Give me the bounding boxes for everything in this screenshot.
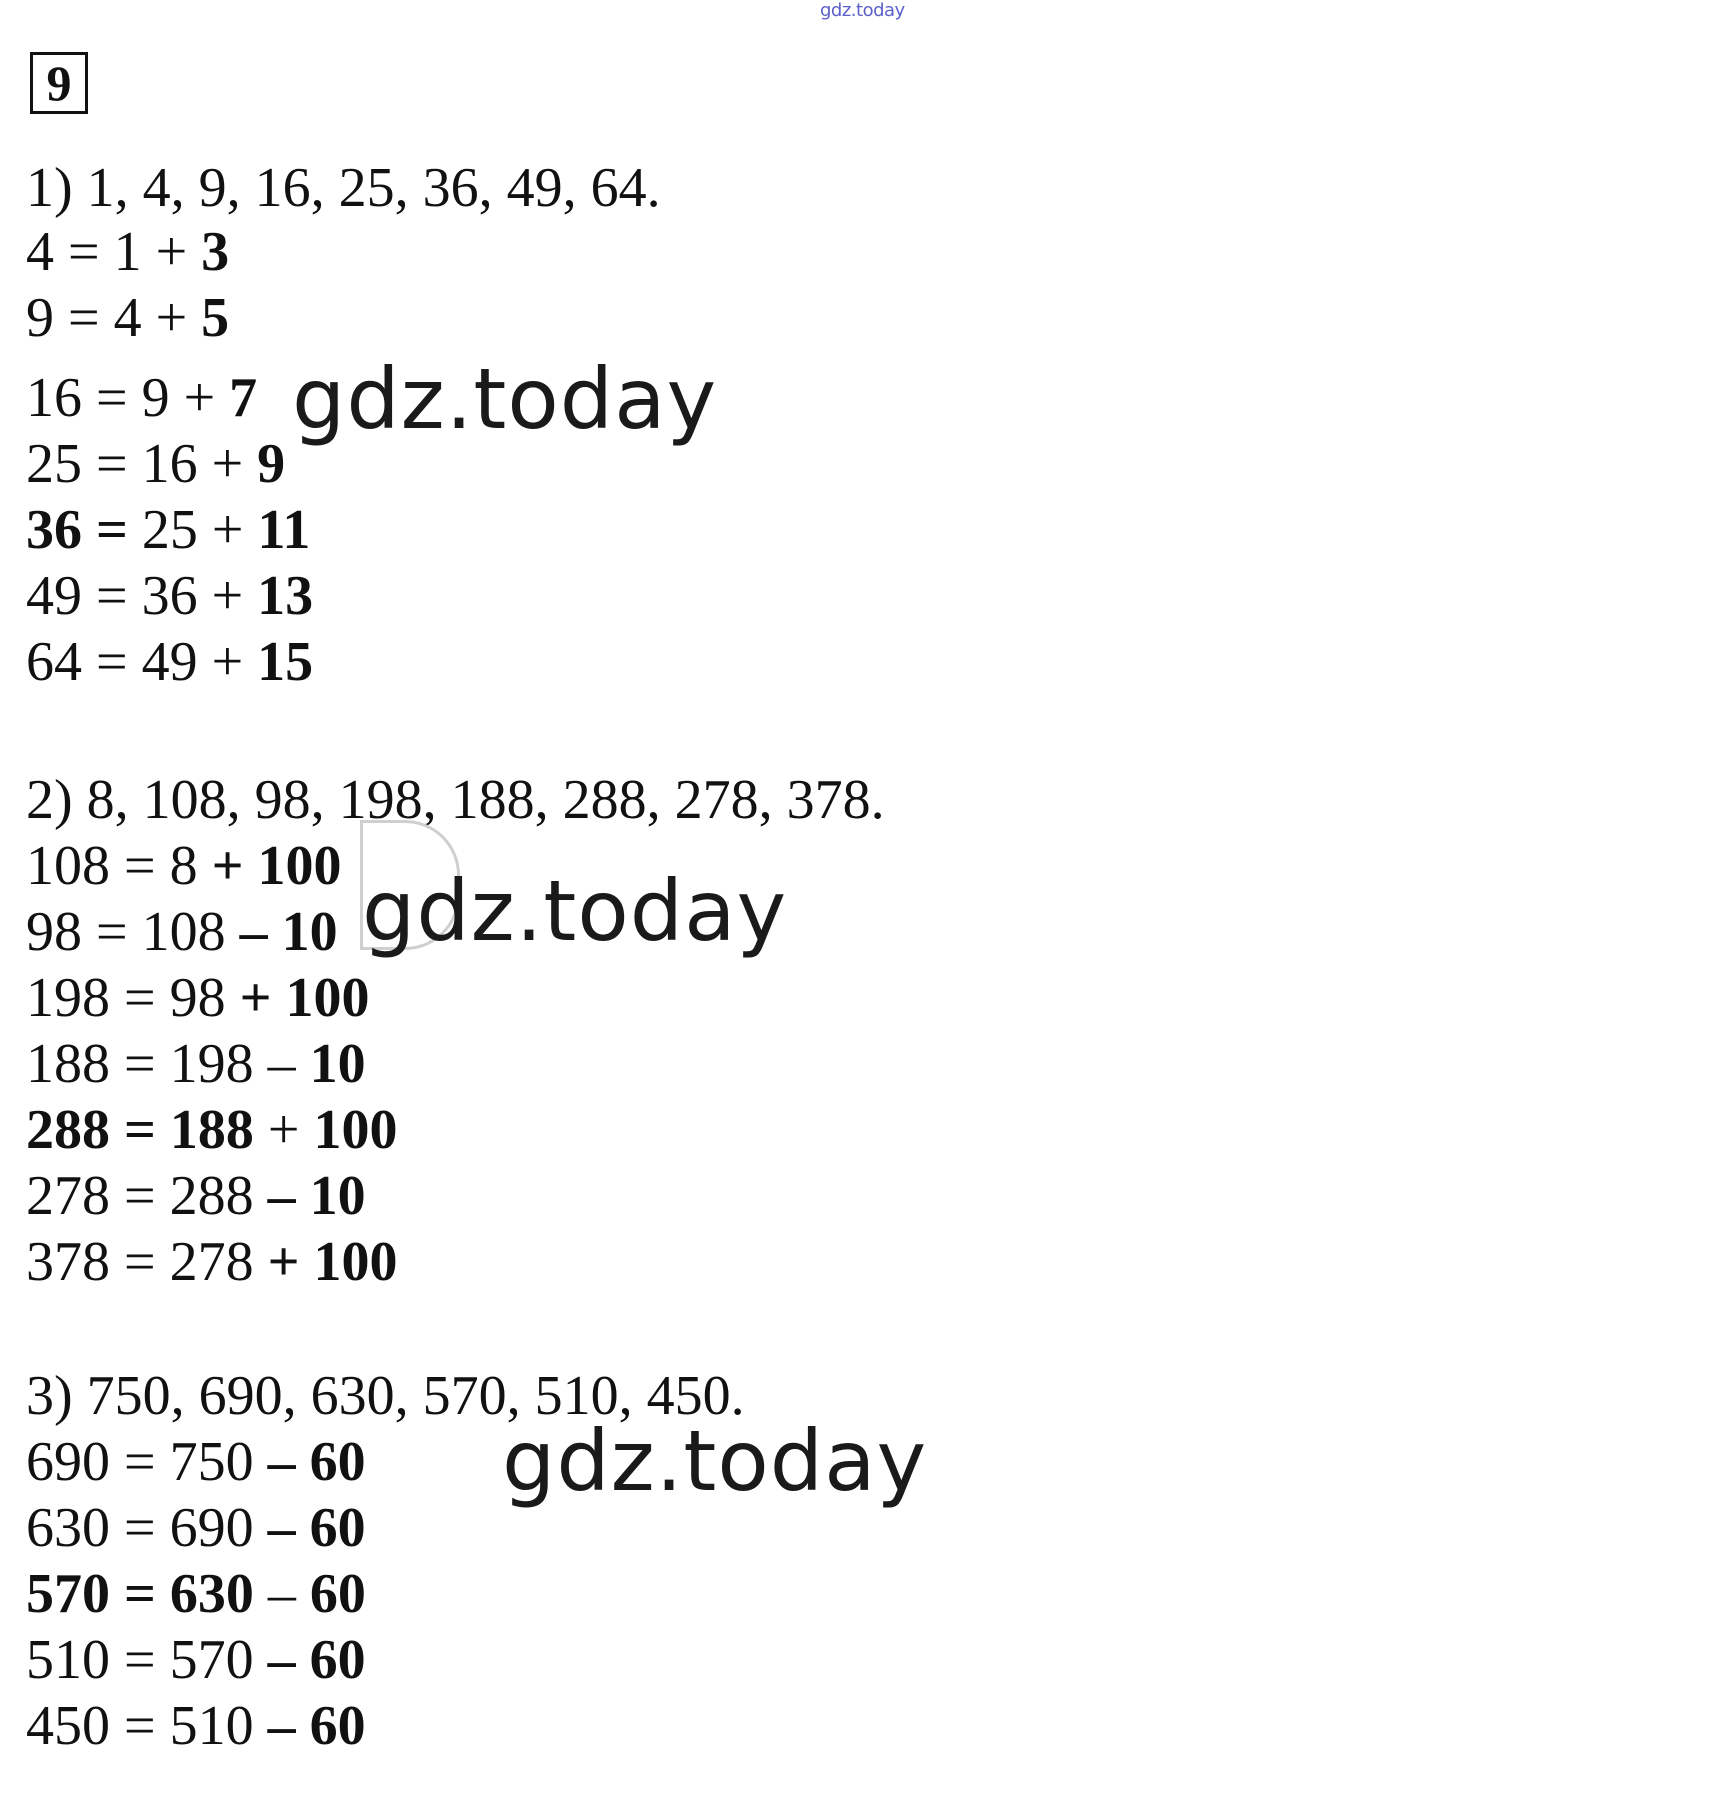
section-header: 3) 750, 690, 630, 570, 510, 450. — [26, 1365, 745, 1427]
task-number-box: 9 — [30, 52, 88, 114]
equation-part: 64 = 49 + — [26, 631, 258, 693]
equation-bold-part: 100 — [313, 1099, 398, 1161]
equation-part: 450 = 510 — [26, 1695, 268, 1757]
top-watermark-text: gdz.today — [820, 0, 905, 21]
equation-line — [26, 1166, 366, 1226]
equation-part: 630 = 690 — [26, 1497, 268, 1559]
equation-part: + — [253, 1099, 314, 1161]
equation-line — [26, 434, 285, 494]
equation-bold-part: 13 — [257, 565, 314, 627]
equation-bold-part: – 60 — [267, 1431, 366, 1493]
equation-part: 25 + — [127, 499, 258, 561]
watermark-text: gdz.today — [292, 350, 718, 448]
equation-bold-part: 60 — [309, 1563, 366, 1625]
equation-part: 98 = 108 — [26, 901, 240, 963]
equation-line — [26, 836, 342, 896]
equation-line — [26, 500, 310, 560]
equation-part: 49 = 36 + — [26, 565, 258, 627]
equation-part: – — [253, 1563, 310, 1625]
equation-line — [26, 1498, 366, 1558]
equation-line — [26, 1232, 398, 1292]
equation-bold-part: 11 — [257, 499, 311, 561]
equation-bold-part: + 100 — [267, 1231, 398, 1293]
equation-part: 9 = 4 + — [26, 287, 202, 349]
equation-line — [26, 368, 257, 428]
watermark-text: gdz.today — [502, 1412, 928, 1510]
equation-bold-part: 288 = 188 — [26, 1099, 254, 1161]
equation-part: 278 = 288 — [26, 1165, 268, 1227]
equation-line — [26, 1034, 366, 1094]
equation-bold-part: – 60 — [267, 1629, 366, 1691]
equation-line — [26, 1100, 398, 1160]
equation-bold-part: 5 — [201, 287, 230, 349]
equation-bold-part: – 10 — [267, 1165, 366, 1227]
equation-line — [26, 288, 229, 348]
equation-line — [26, 566, 313, 626]
equation-part: 108 = 8 — [26, 835, 212, 897]
equation-line — [26, 1696, 366, 1756]
equation-line — [26, 1564, 366, 1624]
equation-bold-part: – 60 — [267, 1497, 366, 1559]
equation-bold-part: – 10 — [239, 901, 338, 963]
equation-line — [26, 902, 338, 962]
equation-part: 510 = 570 — [26, 1629, 268, 1691]
equation-part: 378 = 278 — [26, 1231, 268, 1293]
equation-bold-part: 36 = — [26, 499, 128, 561]
equation-part: 188 = 198 – — [26, 1033, 310, 1095]
equation-bold-part: 7 — [229, 367, 258, 429]
equation-part: 690 = 750 — [26, 1431, 268, 1493]
equation-bold-part: 9 — [257, 433, 286, 495]
equation-bold-part: – 60 — [267, 1695, 366, 1757]
equation-line — [26, 1630, 366, 1690]
equation-part: 4 = 1 + — [26, 221, 202, 283]
section-header: 2) 8, 108, 98, 198, 188, 288, 278, 378. — [26, 769, 885, 831]
equation-part: 198 = 98 — [26, 967, 240, 1029]
equation-line — [26, 968, 370, 1028]
equation-line — [26, 1432, 366, 1492]
equation-bold-part: 570 = 630 — [26, 1563, 254, 1625]
equation-bold-part: 15 — [257, 631, 314, 693]
section-header: 1) 1, 4, 9, 16, 25, 36, 49, 64. — [26, 157, 661, 219]
equation-bold-part: + 100 — [239, 967, 370, 1029]
equation-part: 16 = 9 + — [26, 367, 230, 429]
watermark-text: gdz.today — [362, 862, 788, 960]
equation-bold-part: + 100 — [211, 835, 342, 897]
equation-bold-part: 10 — [309, 1033, 366, 1095]
equation-part: 25 = 16 + — [26, 433, 258, 495]
equation-bold-part: 3 — [201, 221, 230, 283]
equation-line — [26, 222, 229, 282]
equation-line — [26, 632, 313, 692]
